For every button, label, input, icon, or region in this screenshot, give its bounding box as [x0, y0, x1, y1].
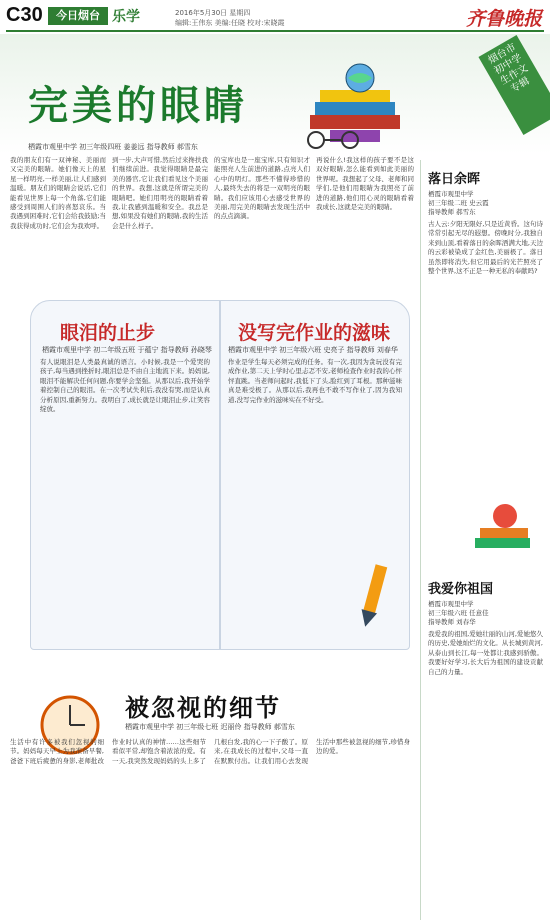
sunset-byline-class: 初三年级二班 史云霞 [428, 199, 489, 207]
tears-article-byline: 栖霞市观里中学 初二年级五班 于蕴宁 指导教师 孙晓琴 [42, 346, 212, 354]
sunset-byline-teacher: 指导教师 郝雪东 [428, 208, 476, 216]
sunset-article-text: 古人云:夕阳无限好,只是近黄昏。这句诗常常引起无尽的遐想。傍晚时分,我独自来到山顶,看着落日的余晖洒满大地,天边的云彩被染成了金红色,美丽极了。落日虽然即将消失,但它用最后的光芒照亮了整个世界,这不正是一种无私的奉献吗? [428, 220, 543, 276]
pencil-icon [345, 560, 405, 630]
main-article-col4: 再说什么!我这样的孩子要不是这双好眼睛,怎么能看到如此美丽的世界呢。我想起了父母、老师和同学们,是他们用眼睛为我照亮了前进的道路,他们用心灵的眼睛看着我成长,这就是完美的眼睛。 [316, 156, 414, 212]
newspaper-brand: 齐鲁晚报 [465, 8, 542, 30]
motherland-article-byline [428, 600, 543, 627]
noend-article-text: 作业是学生每天必须完成的任务。有一次,我因为贪玩没有完成作业,第二天上学时心里忐忑不安,老师检查作业时我的心怦怦直跳。当老师问起时,我低下了头,脸红到了耳根。那种滋味真是难受极了。从那以后,我再也不敢不写作业了,因为我知道,没写完作业的滋味实在不好受。 [228, 358, 402, 404]
tears-article-title: 眼泪的止步 [60, 322, 156, 344]
motherland-byline-teacher: 指导教师 刘春华 [428, 618, 476, 626]
main-article-col2: 到一步,大声可惜,然后过来搀扶我们继续前进。我觉得眼睛是最完美的器官,它让我们看见这个美丽的世界。我想,这就是所谓完美的眼睛吧。她们用明亮的眼睛看着我,让我感到温暖和安全。我总是想,如果没有她们的眼睛,我的生活会是什么样子。 [112, 156, 208, 230]
section-name: 乐学 [112, 9, 140, 25]
page-code: C30 [6, 4, 43, 26]
main-article-title: 完美的眼睛 [28, 83, 248, 129]
main-article-col1: 我的朋友们有一双神秘、美丽而又完美的眼睛。她们像天上的星星一样明亮,一样美丽,让人们感到温暖。朋友们的眼睛会说话,它们能看见世界上每一个角落,它们能感受到周围人们的喜怒哀乐。当我遇到困难时,它们会给我鼓励;当我获得成功时,它们会为我欢呼。 [10, 156, 106, 230]
header-date: 2016年5月30日 星期四 [175, 9, 251, 17]
header-rule [6, 30, 544, 32]
main-article-byline: 栖霞市观里中学 初三年级四班 姜姜远 指导教师 郝雪东 [28, 143, 198, 151]
main-article-col3: 的宝库也是一座宝库,只有知识才能照亮人生前进的道路,点亮人们心中的明灯。那些不懂得珍惜的人,最终失去的将是一双明亮的眼睛。我们应该用心去感受世界的美丽,用完美的眼睛去发现生活中的点点滴滴。 [214, 156, 310, 221]
detail-article-text: 生活中有许多被我们忽视的细节。妈妈每天早上为我准备早餐,爸爸下班后疲惫的身影,老师批改作业时认真的神情……这些细节看似平常,却饱含着浓浓的爱。有一天,我突然发现妈妈的头上多了几根白发,我的心一下子酸了。原来,在我成长的过程中,父母一直在默默付出。让我们用心去发现生活中那些被忽视的细节,珍惜身边的爱。 [10, 738, 410, 765]
detail-article-byline: 栖霞市观里中学 初三年级七班 迟丽伶 指导教师 郝雪东 [125, 723, 295, 731]
glasses-icon [300, 130, 370, 150]
tears-article-text: 有人说眼泪是人类最真诚的语言。小时候,我是一个爱哭的孩子,每当遇到挫折时,眼泪总是不由自主地流下来。妈妈说,眼泪不能解决任何问题,你要学会坚强。从那以后,我开始学着控制自己的眼泪。在一次考试失利后,我没有哭,而是认真分析原因,重新努力。我明白了,成长就是让眼泪止步,让笑容绽放。 [40, 358, 210, 414]
sunset-byline-school: 栖霞市观里中学 [428, 190, 474, 198]
motherland-article-title: 我爱你祖国 [428, 582, 494, 597]
section-tag: 今日烟台 [48, 7, 108, 25]
motherland-byline-school: 栖霞市观里中学 [428, 600, 474, 608]
header-editors: 编辑:王伟东 美编:任晓 校对:宋晓霞 [175, 19, 285, 27]
motherland-byline-class: 初三年级六班 任意佳 [428, 609, 489, 617]
noend-article-title: 没写完作业的滋味 [238, 322, 391, 344]
noend-article-byline: 栖霞市观里中学 初三年级六班 史亮子 指导教师 刘春华 [228, 346, 398, 354]
motherland-article-text: 我爱我的祖国,爱她壮丽的山河,爱她悠久的历史,爱她灿烂的文化。从长城到黄河,从泰山到长江,每一处都让我感到骄傲。我要好好学习,长大后为祖国的建设贡献自己的力量。 [428, 630, 543, 676]
apple-icon [470, 500, 540, 560]
header-info [175, 8, 315, 28]
book-spine [219, 300, 221, 650]
sunset-article-title: 落日余晖 [428, 172, 481, 187]
sunset-article-byline [428, 190, 543, 217]
detail-article-title: 被忽视的细节 [125, 694, 281, 722]
collection-banner: 烟台市初中学生作文专辑 [478, 35, 550, 135]
